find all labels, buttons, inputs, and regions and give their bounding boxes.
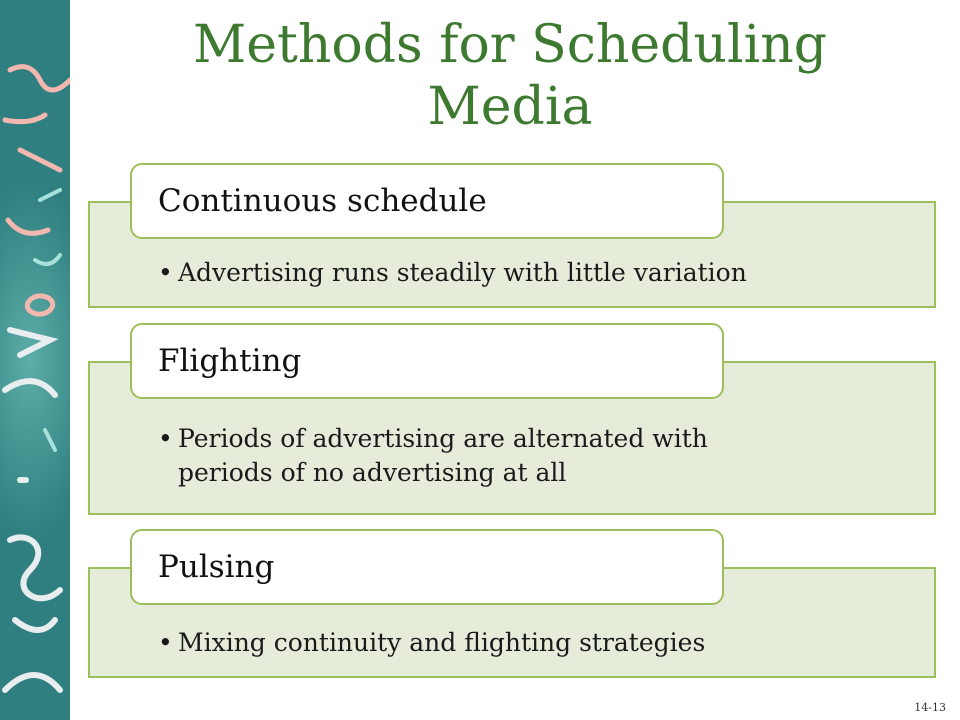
- bullet-dot: •: [158, 628, 173, 657]
- slide-title: [100, 14, 920, 138]
- flighting-bullet-line-1: Periods of advertising are alternated with: [178, 424, 708, 453]
- pulsing-label: [130, 529, 724, 605]
- flighting-bullet: [158, 422, 898, 490]
- decorative-sidebar: [0, 0, 70, 720]
- page-number: 14-13: [914, 701, 946, 714]
- bullet-dot: •: [158, 424, 173, 453]
- pulsing-label-text: Pulsing: [158, 549, 275, 585]
- title-line-2: Media: [427, 77, 593, 137]
- continuous-schedule-bullet: [158, 256, 898, 290]
- chalk-scribble-art: [0, 0, 70, 720]
- continuous-schedule-label: [130, 163, 724, 239]
- bullet-dot: •: [158, 258, 173, 287]
- pulsing-bullet: [158, 626, 898, 660]
- continuous-schedule-label-text: Continuous schedule: [158, 183, 487, 219]
- continuous-schedule-bullet-text: Advertising runs steadily with little variation: [178, 258, 747, 287]
- flighting-label-text: Flighting: [158, 343, 302, 379]
- flighting-label: [130, 323, 724, 399]
- pulsing-bullet-text: Mixing continuity and flighting strategies: [178, 628, 706, 657]
- flighting-bullet-line-2: periods of no advertising at all: [178, 458, 567, 487]
- title-line-1: Methods for Scheduling: [193, 15, 827, 75]
